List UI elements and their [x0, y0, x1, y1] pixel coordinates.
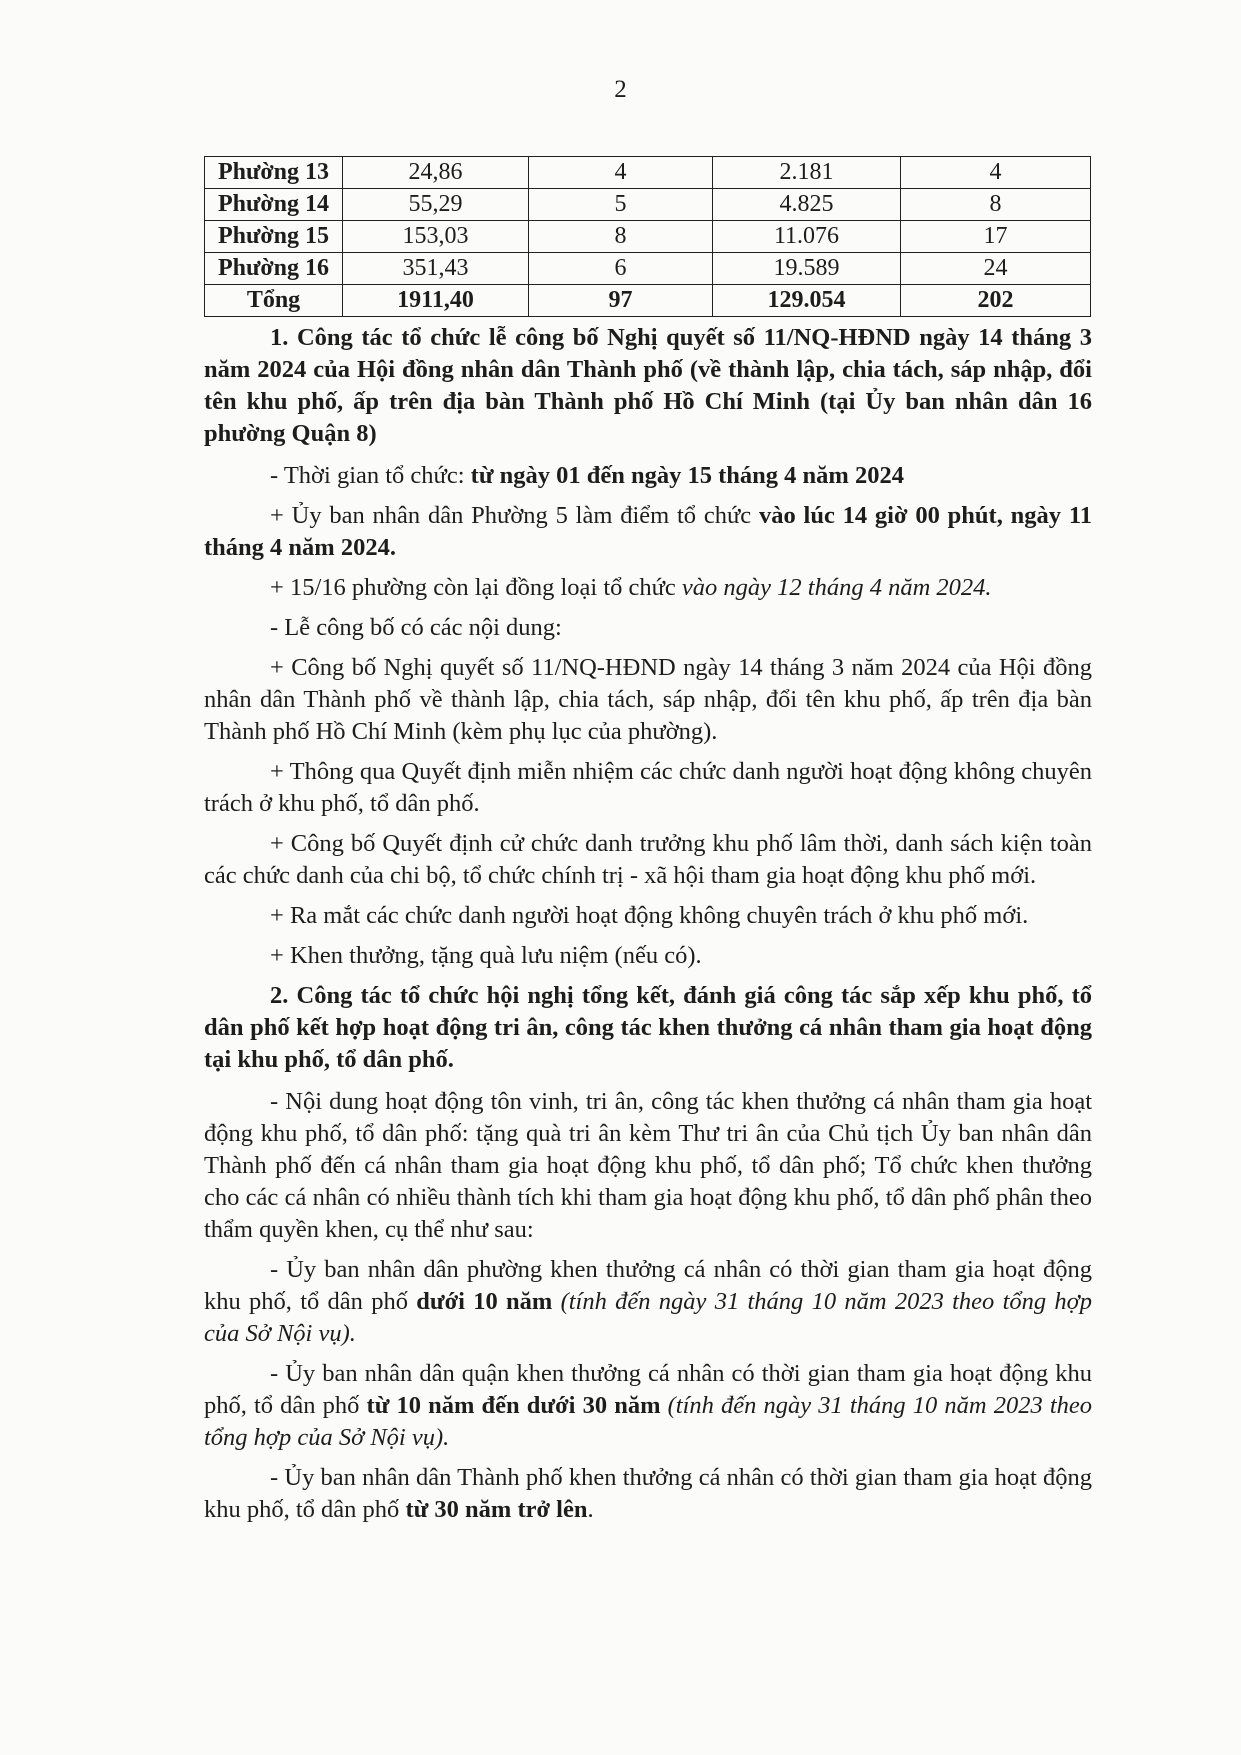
- ward-name-cell: Phường 16: [205, 253, 343, 285]
- table-cell: 11.076: [713, 221, 901, 253]
- list-item: + Công bố Nghị quyết số 11/NQ-HĐND ngày 14 tháng 3 năm 2024 của Hội đồng nhân dân Thành phố về thành lập, chia tách, sáp nhập, đổi tên khu phố, ấp trên địa bàn Thành phố Hồ Chí Minh (kèm phụ lục của phường).: [204, 654, 1092, 745]
- district-award-paragraph: [204, 1358, 1092, 1454]
- table-row: [205, 221, 1091, 253]
- table-row: [205, 157, 1091, 189]
- table-cell: 202: [901, 285, 1091, 317]
- ward-statistics-table: [204, 156, 1091, 317]
- table-row: [205, 189, 1091, 221]
- ward-name-cell: Phường 14: [205, 189, 343, 221]
- ward5-time: vào lúc 14 giờ 00 phút, ngày 11 tháng 4 năm 2024.: [204, 502, 1092, 561]
- table-cell: 97: [529, 285, 713, 317]
- table-cell: 6: [529, 253, 713, 285]
- time-label: - Thời gian tổ chức:: [270, 462, 471, 489]
- list-item: + Thông qua Quyết định miễn nhiệm các chức danh người hoạt động không chuyên trách ở khu phố, tổ dân phố.: [204, 758, 1092, 817]
- table-cell: 55,29: [343, 189, 529, 221]
- ward-award-prefix: - Ủy ban nhân dân phường khen thưởng cá nhân có thời gian tham gia hoạt động khu phố, tổ dân phố: [204, 1256, 1092, 1315]
- ward-name-cell: Phường 13: [205, 157, 343, 189]
- city-award-prefix: - Ủy ban nhân dân Thành phố khen thưởng cá nhân có thời gian tham gia hoạt động khu phố, tổ dân phố: [204, 1464, 1092, 1523]
- others-date: vào ngày 12 tháng 4 năm 2024.: [681, 574, 992, 601]
- section-2-content: - Nội dung hoạt động tôn vinh, tri ân, công tác khen thưởng cá nhân tham gia hoạt động khu phố, tổ dân phố: tặng quà tri ân kèm Thư tri ân của Chủ tịch Ủy ban nhân dân Thành phố đến cá nhân tham gia hoạt động khu phố, tổ dân phố; Tổ chức khen thưởng cho các cá nhân có nhiều thành tích khi tham gia hoạt động khu phố, tổ dân phố phân theo thẩm quyền khen, cụ thể như sau:: [204, 1088, 1092, 1243]
- page-number: 2: [614, 76, 627, 103]
- table-cell: 8: [529, 221, 713, 253]
- table-cell: 8: [901, 189, 1091, 221]
- list-item: + Ra mắt các chức danh người hoạt động không chuyên trách ở khu phố mới.: [270, 902, 1029, 929]
- table-cell: 5: [529, 189, 713, 221]
- list-item: + Công bố Quyết định cử chức danh trưởng khu phố lâm thời, danh sách kiện toàn các chức danh của chi bộ, tổ chức chính trị - xã hội tham gia hoạt động khu phố mới.: [204, 830, 1092, 889]
- table-cell: 2.181: [713, 157, 901, 189]
- contents-intro: - Lễ công bố có các nội dung:: [270, 614, 562, 641]
- time-value: từ ngày 01 đến ngày 15 tháng 4 năm 2024: [470, 462, 904, 489]
- district-award-duration: từ 10 năm đến dưới 30 năm: [366, 1392, 661, 1419]
- table-cell: 351,43: [343, 253, 529, 285]
- time-paragraph: [204, 460, 1092, 492]
- ward-award-note: (tính đến ngày 31 tháng 10 năm 2023 theo tổng hợp của Sở Nội vụ).: [204, 1288, 1092, 1347]
- ward5-paragraph: [204, 500, 1092, 564]
- table-cell: 153,03: [343, 221, 529, 253]
- table-cell: 1911,40: [343, 285, 529, 317]
- table-cell: 24: [901, 253, 1091, 285]
- section-2-heading: 2. Công tác tổ chức hội nghị tổng kết, đánh giá công tác sắp xếp khu phố, tổ dân phố kết hợp hoạt động tri ân, công tác khen thưởng cá nhân tham gia hoạt động tại khu phố, tổ dân phố.: [204, 982, 1092, 1073]
- city-award-end: .: [587, 1496, 594, 1523]
- document-body: [204, 322, 1092, 1534]
- section-1-heading: 1. Công tác tổ chức lễ công bố Nghị quyết số 11/NQ-HĐND ngày 14 tháng 3 năm 2024 của Hội đồng nhân dân Thành phố (về thành lập, chia tách, sáp nhập, đổi tên khu phố, ấp trên địa bàn Thành phố Hồ Chí Minh (tại Ủy ban nhân dân 16 phường Quận 8): [204, 324, 1092, 447]
- city-award-paragraph: [204, 1462, 1092, 1526]
- table-row: [205, 253, 1091, 285]
- district-award-prefix: - Ủy ban nhân dân quận khen thưởng cá nhân có thời gian tham gia hoạt động khu phố, tổ dân phố: [204, 1360, 1092, 1419]
- table-cell: 19.589: [713, 253, 901, 285]
- ward5-prefix: + Ủy ban nhân dân Phường 5 làm điểm tổ chức: [270, 502, 759, 529]
- total-label-cell: Tổng: [205, 285, 343, 317]
- table-cell: 4.825: [713, 189, 901, 221]
- table-cell: 17: [901, 221, 1091, 253]
- ward-award-paragraph: [204, 1254, 1092, 1350]
- others-prefix: + 15/16 phường còn lại đồng loại tổ chức: [270, 574, 682, 601]
- list-item: + Khen thưởng, tặng quà lưu niệm (nếu có).: [270, 942, 702, 969]
- ward-name-cell: Phường 15: [205, 221, 343, 253]
- city-award-duration: từ 30 năm trở lên: [405, 1496, 588, 1523]
- table-cell: 24,86: [343, 157, 529, 189]
- ward-award-duration: dưới 10 năm: [416, 1288, 553, 1315]
- table-total-row: [205, 285, 1091, 317]
- table-cell: 129.054: [713, 285, 901, 317]
- table-cell: 4: [529, 157, 713, 189]
- district-award-note: (tính đến ngày 31 tháng 10 năm 2023 theo tổng hợp của Sở Nội vụ).: [204, 1392, 1093, 1451]
- others-paragraph: [204, 572, 1092, 604]
- table-cell: 4: [901, 157, 1091, 189]
